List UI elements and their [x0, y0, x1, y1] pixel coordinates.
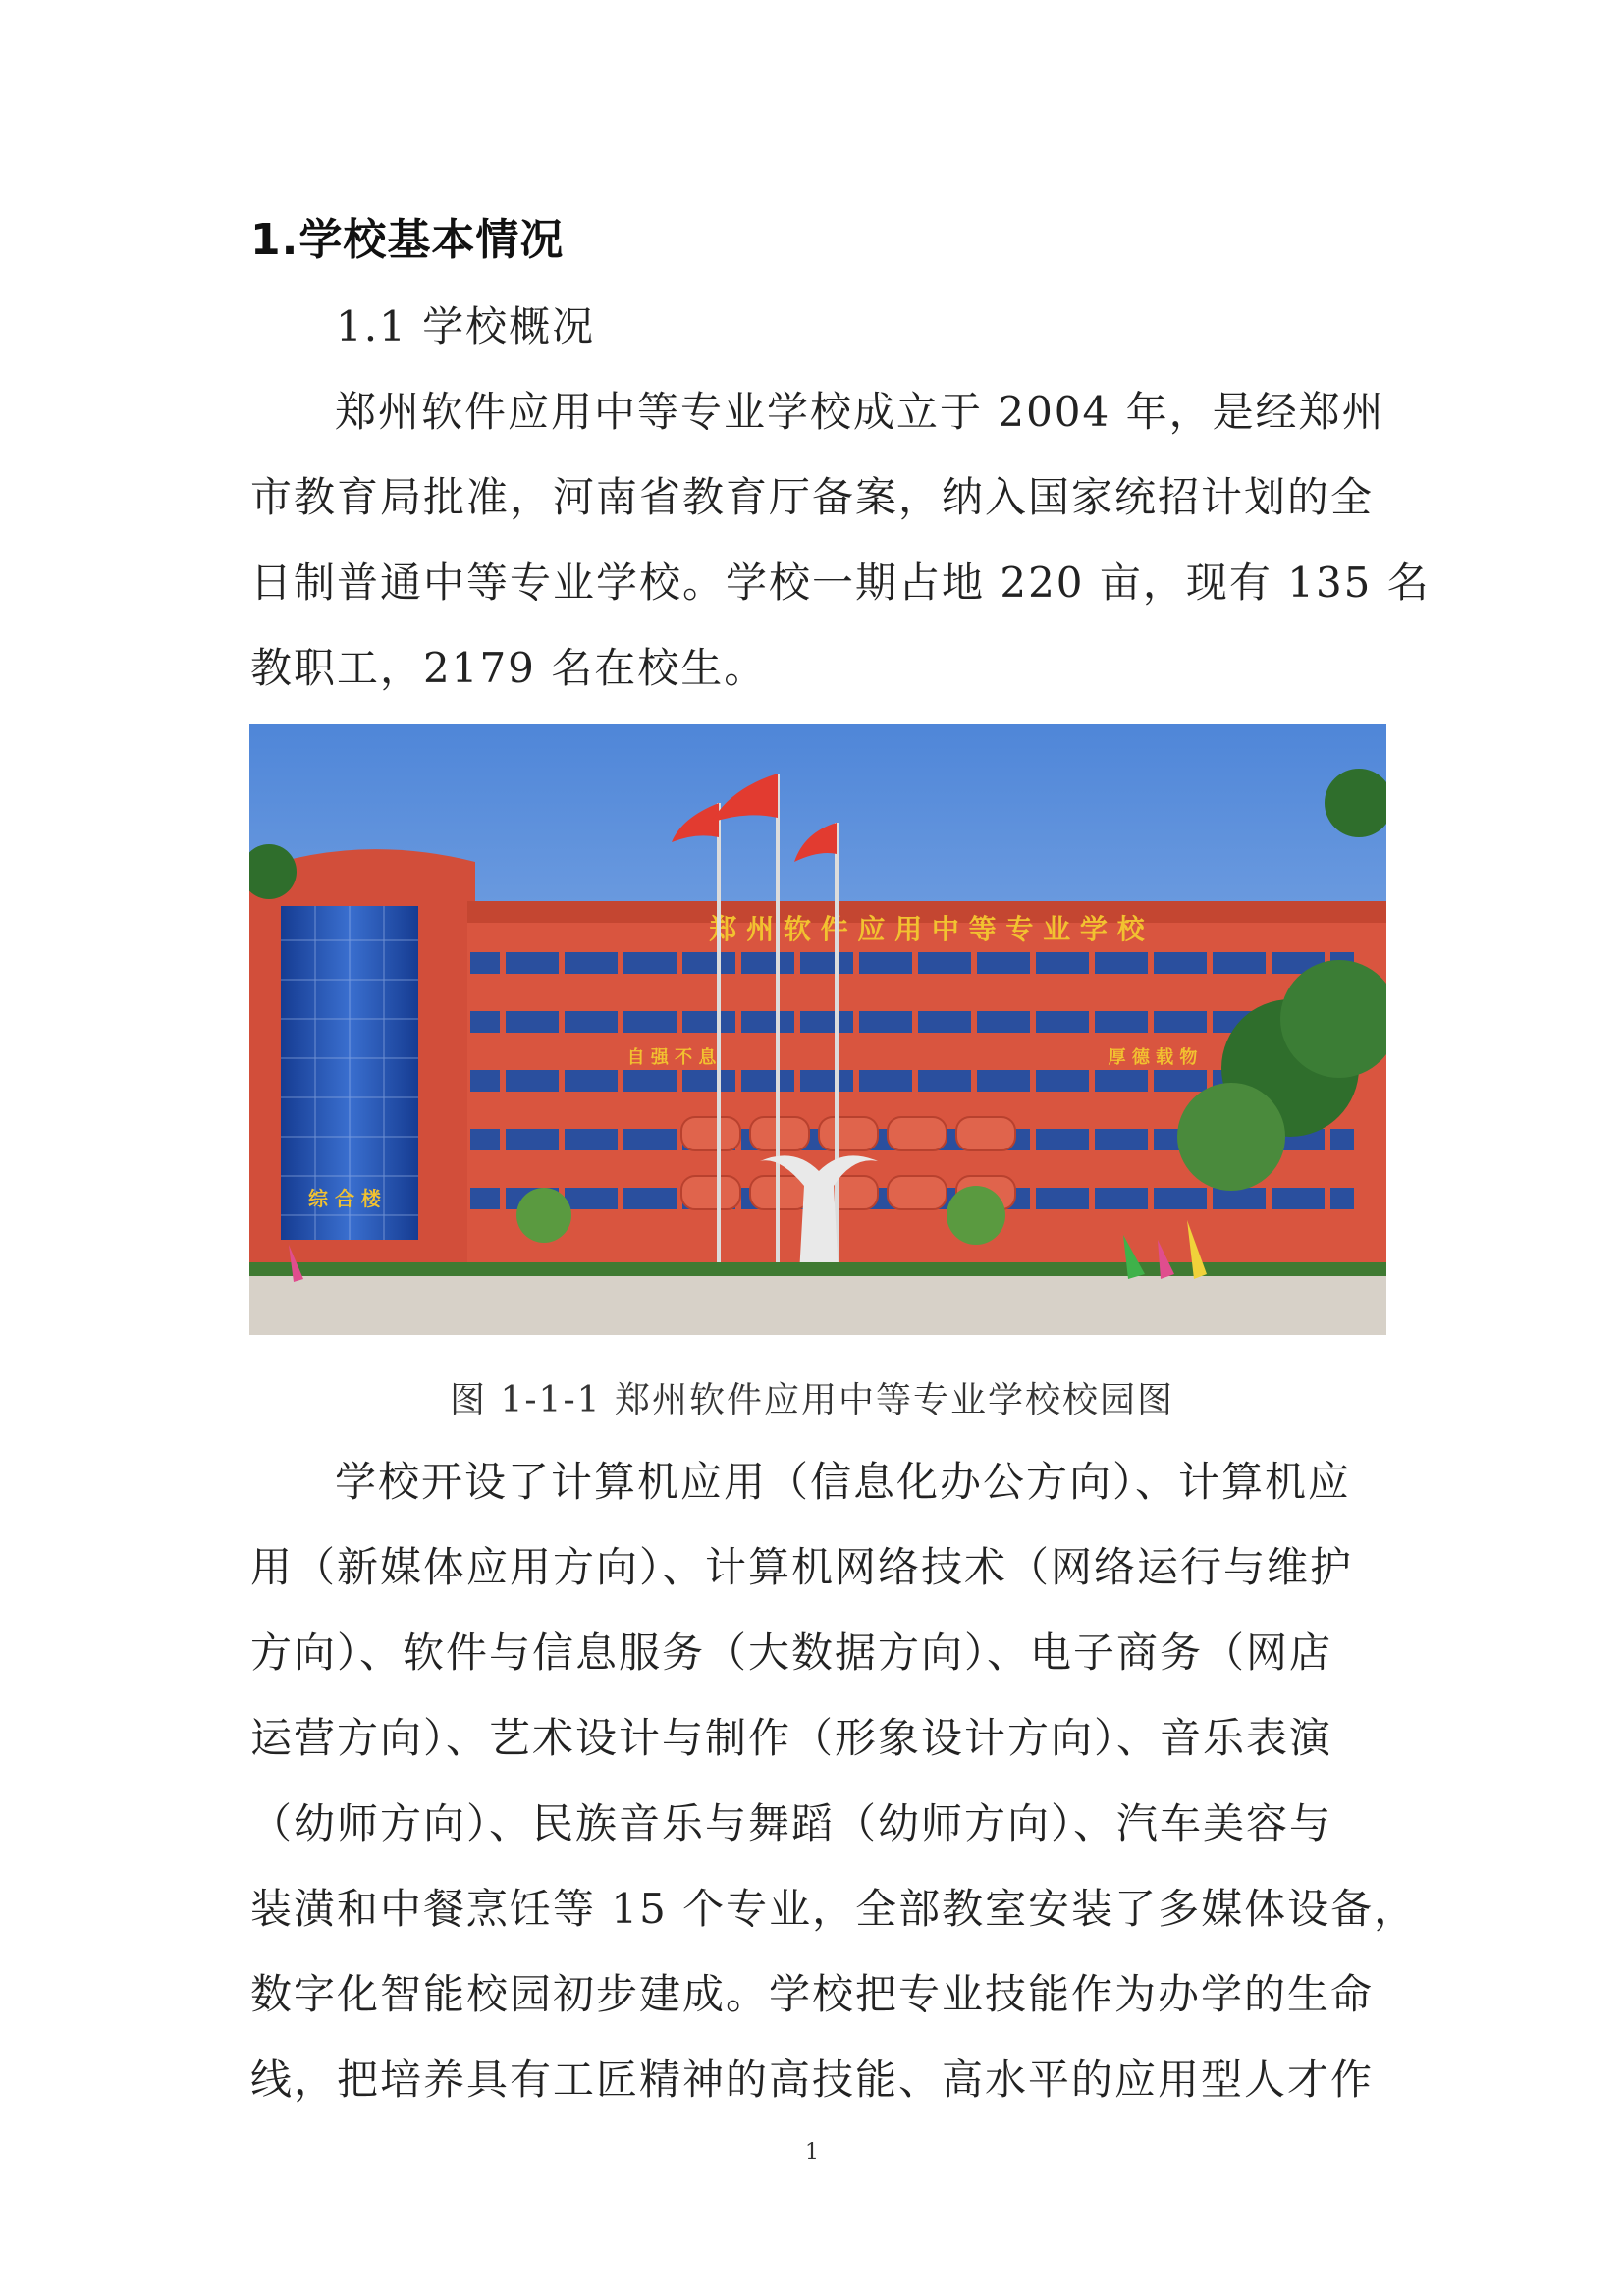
tower-label: 综 合 楼 [308, 1187, 381, 1210]
paragraph-line: 教职工，2179 名在校生。 [250, 644, 768, 692]
page-number: 1 [805, 2140, 819, 2164]
paragraph-line: 数字化智能校园初步建成。学校把专业技能作为办学的生命 [250, 1970, 1375, 2018]
intro-paragraph [250, 369, 1431, 711]
building-sign: 郑 州 软 件 应 用 中 等 专 业 学 校 [709, 913, 1145, 945]
plaza-ground [249, 1274, 1386, 1335]
motto-left: 自 强 不 息 [626, 1047, 717, 1068]
paragraph-line: 市教育局批准，河南省教育厅备案，纳入国家统招计划的全 [250, 473, 1375, 521]
motto-right: 厚 德 载 物 [1108, 1047, 1198, 1068]
paragraph-line: 用（新媒体应用方向）、计算机网络技术（网络运行与维护 [250, 1543, 1354, 1591]
campus-photo [249, 724, 1386, 1335]
paragraph-line: 郑州软件应用中等专业学校成立于 2004 年，是经郑州 [335, 388, 1385, 436]
subsection-heading: 1.1 学校概况 [336, 302, 596, 350]
figure-caption: 图 1-1-1 郑州软件应用中等专业学校校园图 [450, 1380, 1174, 1420]
section-heading: 1.学校基本情况 [250, 215, 565, 265]
paragraph-line: 运营方向）、艺术设计与制作（形象设计方向）、音乐表演 [250, 1714, 1333, 1762]
paragraph-line: 装潢和中餐烹饪等 15 个专业，全部教室安装了多媒体设备， [250, 1885, 1418, 1933]
paragraph-line: 学校开设了计算机应用（信息化办公方向）、计算机应 [335, 1458, 1352, 1506]
paragraph-line: （幼师方向）、民族音乐与舞蹈（幼师方向）、汽车美容与 [250, 1799, 1333, 1847]
paragraph-line: 线，把培养具有工匠精神的高技能、高水平的应用型人才作 [250, 2056, 1375, 2104]
campus-illustration [249, 724, 1386, 1335]
majors-paragraph [250, 1439, 1418, 2122]
paragraph-line: 方向）、软件与信息服务（大数据方向）、电子商务（网店 [250, 1629, 1333, 1677]
paragraph-line: 日制普通中等专业学校。学校一期占地 220 亩，现有 135 名 [250, 559, 1431, 607]
